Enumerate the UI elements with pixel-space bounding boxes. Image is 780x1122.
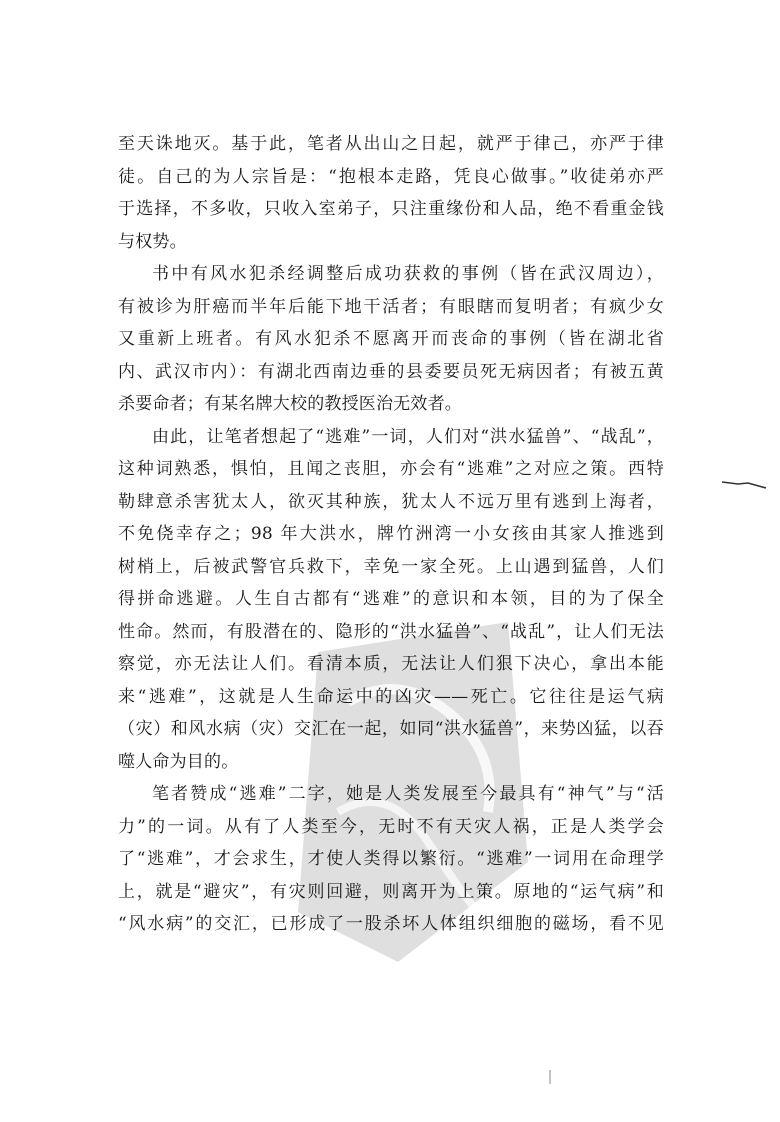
- body-text: [118, 128, 664, 941]
- text-line: 来“逃难”，这就是人生命运中的凶灾——死亡。它往往是运气病: [118, 686, 664, 707]
- text-line: 勒肆意杀害犹太人，欲灭其种族，犹太人不远万里有逃到上海者，: [118, 491, 664, 512]
- margin-scribble: [720, 476, 768, 492]
- text-line: 树梢上，后被武警官兵救下，幸免一家全死。上山遇到猛兽，人们: [118, 556, 664, 577]
- text-line: “风水病”的交汇，已形成了一股杀坏人体组织细胞的磁场，看不见: [118, 914, 664, 934]
- text-line: 有被诊为肝癌而半年后能下地干活者；有眼瞎而复明者；有疯少女: [118, 296, 664, 317]
- text-line: 噬人命为目的。: [118, 751, 239, 772]
- text-line: 内、武汉市内）：有湖北西南边垂的县委要员死无病因者；有被五黄: [118, 361, 664, 382]
- text-line: 这种词熟悉，惧怕，且闻之丧胆，亦会有“逃难”之对应之策。西特: [118, 459, 664, 479]
- text-line: 至天诛地灭。基于此，笔者从出山之日起，就严于律己，亦严于律: [118, 134, 664, 154]
- text-line: 书中有风水犯杀经调整后成功获救的事例（皆在武汉周边），: [152, 264, 664, 284]
- text-line: 得拼命逃避。人生自古都有“逃难”的意识和本领，目的为了保全: [118, 589, 664, 609]
- text-line: 徒。自己的为人宗旨是：“抱根本走路，凭良心做事。”收徒弟亦严: [118, 166, 664, 187]
- text-line: 笔者赞成“逃难”二字，她是人类发展至今最具有“神气”与“活: [152, 784, 664, 804]
- text-line: 又重新上班者。有风水犯杀不愿离开而丧命的事例（皆在湖北省: [118, 329, 664, 349]
- scan-speck: [548, 1070, 552, 1084]
- text-line: 力”的一词。从有了人类至今，无时不有天灾人祸，正是人类学会: [118, 816, 664, 837]
- text-line: 由此，让笔者想起了“逃难”一词，人们对“洪水猛兽”、“战乱”，: [152, 426, 664, 447]
- text-line: 于选择，不多收，只收入室弟子，只注重缘份和人品，绝不看重金钱: [118, 199, 664, 219]
- text-line: 不免侥幸存之；98 年大洪水，牌竹洲湾一小女孩由其家人推逃到: [118, 524, 664, 544]
- text-line: 杀要命者；有某名牌大校的教授医治无效者。: [118, 394, 462, 414]
- text-line: 上，就是“避灾”，有灾则回避，则离开为上策。原地的“运气病”和: [118, 881, 664, 902]
- text-line: 性命。然而，有股潜在的、隐形的“洪水猛兽”、“战乱”，让人们无法: [118, 621, 664, 642]
- text-line: 了“逃难”，才会求生，才使人类得以繁衍。“逃难”一词用在命理学: [118, 849, 664, 869]
- text-line: （灾）和风水病（灾）交汇在一起，如同“洪水猛兽”，来势凶猛，以吞: [118, 719, 664, 739]
- text-line: 察觉，亦无法让人们。看清本质，无法让人们狠下决心，拿出本能: [118, 654, 664, 674]
- text-line: 与权势。: [118, 231, 187, 252]
